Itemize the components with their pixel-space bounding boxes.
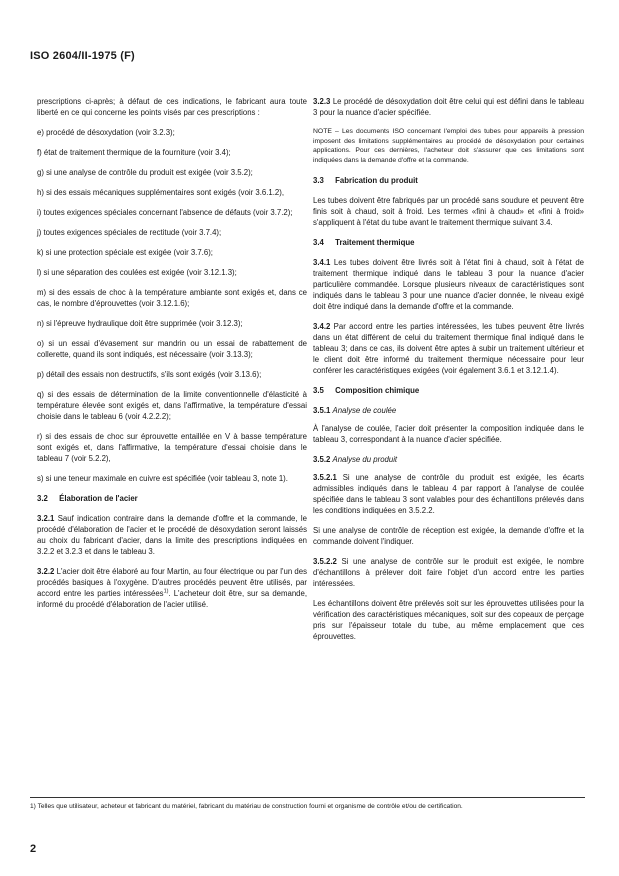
page-number: 2 [30,843,37,855]
list-item: q) si des essais de détermination de la limite conventionnelle d'élasticité à température élevée sont exigés et, dans l'affirmative, la température d'essai choisie dans le tableau 6 (voir 4.2.2.2); [37,390,307,421]
paragraph-reception: Si une analyse de contrôle de réception est exigée, la demande d'offre et la commande doivent l'indiquer. [313,526,584,546]
right-column [313,96,584,651]
paragraph-3-5-2-2: 3.5.2.2 Si une analyse de contrôle sur le produit est exigée, le nombre d'échantillons à prélever doit faire l'objet d'un accord entre les parties intéressées. [313,557,585,588]
list-item: r) si des essais de choc sur éprouvette entaillée en V à basse température sont exigés et, dans l'affirmative, la température d'essai choisie dans le tableau 7 (voir 5.2.2), [37,432,307,463]
paragraph-3-4-2: 3.4.2 Par accord entre les parties intéressées, les tubes peuvent être livrés dans un état différent de celui du traitement thermique final indiqué dans le tableau 3; dans ce cas, ils doivent être aptes à subir un traitement ultérieur et le client doit être informé du traitement thermique nécessaire pour leur conférer les caractéristiques exigées (voir également 3.6.1 et 3.12.1.4). [313,322,584,375]
paragraph-3-2-3: 3.2.3 Le procédé de désoxydation doit être celui qui est défini dans le tableau 3 pour la nuance d'acier spécifiée. [313,97,584,117]
paragraph-3-3: Les tubes doivent être fabriqués par un procédé sans soudure et peuvent être finis soit à chaud, soit à froid. Les termes «fini à chaud» et «fini à froid» s'appliquent à l'état du tube avant le traitement thermique suivant 3.4. [313,196,584,227]
list-item: p) détail des essais non destructifs, s'ils sont exigés (voir 3.13.6); [37,370,262,379]
footnote-divider [30,797,585,798]
list-item: l) si une séparation des coulées est exigée (voir 3.12.1.3); [37,268,237,277]
left-column [37,96,307,619]
list-item: e) procédé de désoxydation (voir 3.2.3); [37,128,175,137]
subheading-3-5-2: 3.5.2 Analyse du produit [313,455,398,464]
list-item: f) état de traitement thermique de la fourniture (voir 3.4); [37,148,231,157]
paragraph-3-5-2-1: 3.5.2.1 Si une analyse de contrôle du produit est exigée, les écarts admissibles indiqués dans le tableau 4 par rapport à l'analyse de coulée spécifiée dans le tableau 3 sont valables pour des échantillons prélevés dans les conditions indiquées en 3.5.2.2. [313,473,584,515]
list-item: m) si des essais de choc à la température ambiante sont exigés et, dans ce cas, le nombre d'éprouvettes (voir 3.12.1.6); [37,288,307,308]
list-item: i) toutes exigences spéciales concernant l'absence de défauts (voir 3.7.2); [37,208,293,217]
list-item: g) si une analyse de contrôle du produit est exigée (voir 3.5.2); [37,168,253,177]
note-paragraph: NOTE – Les documents ISO concernant l'emploi des tubes pour appareils à pression imposent des limitations supplémentaires au procédé de désoxydation pour certaines applications. Pour ces dernières, l'acheteur doit s'assurer que ces limitations sont indiquées dans la demande d'offre et la commande. [313,128,584,164]
list-item: h) si des essais mécaniques supplémentaires sont exigés (voir 3.6.1.2), [37,188,285,197]
list-item: j) toutes exigences spéciales de rectitude (voir 3.7.4); [37,228,222,237]
list-item: o) si un essai d'évasement sur mandrin ou un essai de rabattement de collerette, quand ils sont indiqués, est nécessaire (voir 3.13.3); [37,339,307,359]
paragraph-3-2-1: 3.2.1 Sauf indication contraire dans la demande d'offre et la commande, le procédé d'élaboration de l'acier et le procédé de désoxydation seront laissés au choix du fabricant d'acier, dans la limite des prescriptions indiquées en 3.2.2 et 3.2.3 et dans le tableau 3. [37,514,307,556]
list-item: n) si l'épreuve hydraulique doit être supprimée (voir 3.12.3); [37,319,243,328]
document-header: ISO 2604/II-1975 (F) [30,50,135,62]
list-item: k) si une protection spéciale est exigée (voir 3.7.6); [37,248,213,257]
footnote-reference: 1) [163,588,169,595]
list-item: s) si une teneur maximale en cuivre est spécifiée (voir tableau 3, note 1). [37,474,288,483]
section-heading-3-2: 3.2 Élaboration de l'acier [37,494,138,503]
paragraph-3-2-2: 3.2.2 L'acier doit être élaboré au four Martin, au four électrique ou par l'un des procédés basiques à l'oxygène. D'autres procédés peuvent être utilisés, par accord entre les parties intéressées$^{1)}$. L'acheteur doit être, sur sa demande, informé du procédé d'élaboration de l'acier utilisé. [37,567,307,609]
paragraph-3-5-1: À l'analyse de coulée, l'acier doit présenter la composition indiquée dans le tableau 3, correspondant à la nuance d'acier spécifiée. [313,424,584,444]
footnote: 1) Telles que utilisateur, acheteur et fabricant du matériel, fabricant du matériau de construction fourni et organisme de contrôle et/ou de certification. [30,803,463,810]
section-heading-3-3: 3.3 Fabrication du produit [313,176,418,185]
intro-paragraph: prescriptions ci-après; à défaut de ces indications, le fabricant aura toute liberté en ce qui concerne les points visés par ces prescriptions : [37,97,307,117]
section-heading-3-5: 3.5 Composition chimique [313,386,420,395]
subheading-3-5-1: 3.5.1 Analyse de coulée [313,406,397,415]
section-heading-3-4: 3.4 Traitement thermique [313,238,415,247]
paragraph-echantillons: Les échantillons doivent être prélevés soit sur les éprouvettes utilisées pour la vérification des caractéristiques mécaniques, soit sur des copeaux de perçage pris sur l'épaisseur totale du tube, au même emplacement que ces éprouvettes. [313,599,584,641]
prescription-list [37,127,307,484]
paragraph-3-4-1: 3.4.1 Les tubes doivent être livrés soit à l'état fini à chaud, soit à l'état de traitement thermique indiqué dans le tableau 3 pour la nuance d'acier particulière commandée. Lorsque plusieurs niveaux de caractéristiques sont indiqués dans le tableau 3 pour une nuance d'acier donnée, le niveau exigé doit être indiqué dans la demande d'offre et la commande. [313,258,584,311]
